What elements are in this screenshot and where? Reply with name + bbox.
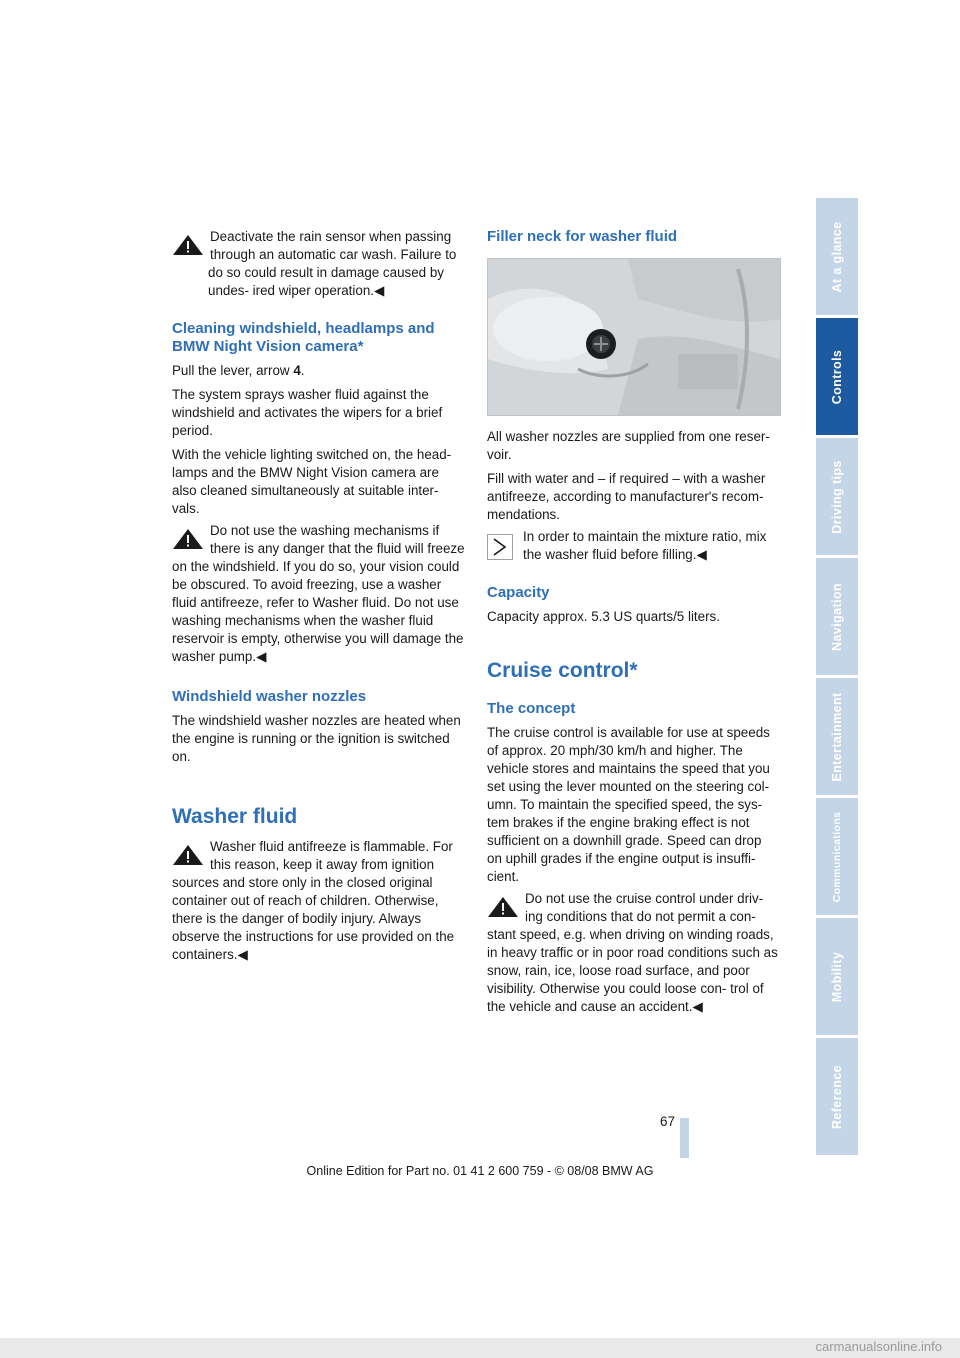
warning-text: Washer fluid antifreeze is flammable. For this reason, keep it away from ignition sources and store only in the closed original container out of reach of children. Otherwise, there is the danger of bodily injury. Always observe the instructions for use provided on the containers.◀ bbox=[172, 839, 455, 962]
warning-freeze bbox=[172, 522, 465, 666]
end-marker: ◀ bbox=[374, 283, 385, 298]
paragraph: The system sprays washer fluid against the windshield and activates the wipers for a brief period. bbox=[172, 387, 443, 438]
note-text: In order to maintain the mixture ratio, mix the washer fluid before filling.◀ bbox=[523, 529, 767, 562]
page-number: 67 bbox=[659, 1114, 675, 1129]
heading-washer-fluid: Washer fluid bbox=[172, 805, 298, 828]
note-mixture bbox=[487, 528, 780, 564]
chapter-tabs bbox=[816, 198, 858, 1158]
left-column bbox=[172, 228, 465, 964]
warning-cruise bbox=[487, 890, 780, 1016]
warning-triangle-icon bbox=[172, 844, 204, 866]
end-marker: ◀ bbox=[256, 649, 267, 664]
watermark-bar bbox=[0, 1338, 960, 1358]
heading-capacity: Capacity bbox=[487, 584, 550, 601]
warning-triangle-icon bbox=[172, 528, 204, 550]
paragraph: Pull the lever, arrow 4. bbox=[172, 363, 305, 378]
tab-at-a-glance[interactable]: At a glance bbox=[816, 198, 858, 315]
end-marker: ◀ bbox=[237, 947, 248, 962]
heading-concept: The concept bbox=[487, 700, 576, 717]
heading-nozzles: Windshield washer nozzles bbox=[172, 688, 367, 705]
tab-mobility[interactable]: Mobility bbox=[816, 918, 858, 1035]
warning-flammable bbox=[172, 838, 465, 964]
end-marker: ◀ bbox=[696, 547, 707, 562]
footer-edition: Online Edition for Part no. 01 41 2 600 759 - © 08/08 BMW AG bbox=[306, 1164, 654, 1178]
paragraph: Fill with water and – if required – with a washer antifreeze, according to manufacturer's recom- mendations. bbox=[487, 471, 766, 522]
paragraph: Capacity approx. 5.3 US quarts/5 liters. bbox=[487, 609, 720, 624]
end-marker: ◀ bbox=[692, 999, 703, 1014]
right-column bbox=[487, 228, 780, 1016]
heading-filler-neck: Filler neck for washer fluid bbox=[487, 228, 678, 245]
warning-text: Deactivate the rain sensor when passing bbox=[210, 229, 452, 244]
paragraph: The cruise control is available for use at speeds of approx. 20 mph/30 km/h and higher. The vehicle stores and maintains the speed that you set using the lever mounted on the steering col- umn. To maintain the specified speed, the sys- tem brakes if the engine braking effect is not sufficient on a downhill grade. Speed can drop on uphill grades if the engine output is insuffi- cient. bbox=[487, 725, 770, 884]
tab-driving-tips[interactable]: Driving tips bbox=[816, 438, 858, 555]
watermark-text: carmanualsonline.info bbox=[815, 1339, 942, 1354]
warning-triangle-icon bbox=[172, 234, 204, 256]
warning-triangle-icon bbox=[487, 896, 519, 918]
note-arrow-icon bbox=[487, 534, 513, 560]
tab-reference[interactable]: Reference bbox=[816, 1038, 858, 1155]
tab-communications[interactable]: Communications bbox=[816, 798, 858, 915]
tab-entertainment[interactable]: Entertainment bbox=[816, 678, 858, 795]
tab-controls[interactable]: Controls bbox=[816, 318, 858, 435]
heading-cruise-control: Cruise control* bbox=[487, 659, 638, 682]
engine-bay-photo bbox=[487, 258, 781, 416]
tab-navigation[interactable]: Navigation bbox=[816, 558, 858, 675]
paragraph: All washer nozzles are supplied from one reser- voir. bbox=[487, 429, 770, 462]
paragraph: The windshield washer nozzles are heated when the engine is running or the ignition is switched on. bbox=[172, 713, 461, 764]
warning-rain-sensor bbox=[172, 228, 465, 300]
heading-cleaning: Cleaning windshield, headlamps and BMW Night Vision camera* bbox=[172, 320, 435, 355]
paragraph: With the vehicle lighting switched on, the head- lamps and the BMW Night Vision camera are also cleaned simultaneously at suitable inter- vals. bbox=[172, 447, 452, 516]
page-marker bbox=[680, 1118, 689, 1158]
warning-text: Do not use the cruise control under driv- ing conditions that do not permit a con- stant speed, e.g. when driving on winding roads, in heavy traffic or in poor road conditions such as snow, rain, ice, loose road surface, and poor visibility. Otherwise you could loose con- trol of the vehicle and cause an accident.◀ bbox=[487, 891, 778, 1014]
warning-text: Do not use the washing mechanisms if there is any danger that the fluid will freeze on the windshield. If you do so, your vision could be obscured. To avoid freezing, use a washer fluid antifreeze, refer to Washer fluid. Do not use washing mechanisms when the washer fluid reservoir is empty, otherwise you will damage the washer pump.◀ bbox=[172, 523, 465, 664]
warning-text: through an automatic car wash. Failure to do so could result in damage caused by undes- ired wiper operation.◀ bbox=[208, 247, 457, 298]
